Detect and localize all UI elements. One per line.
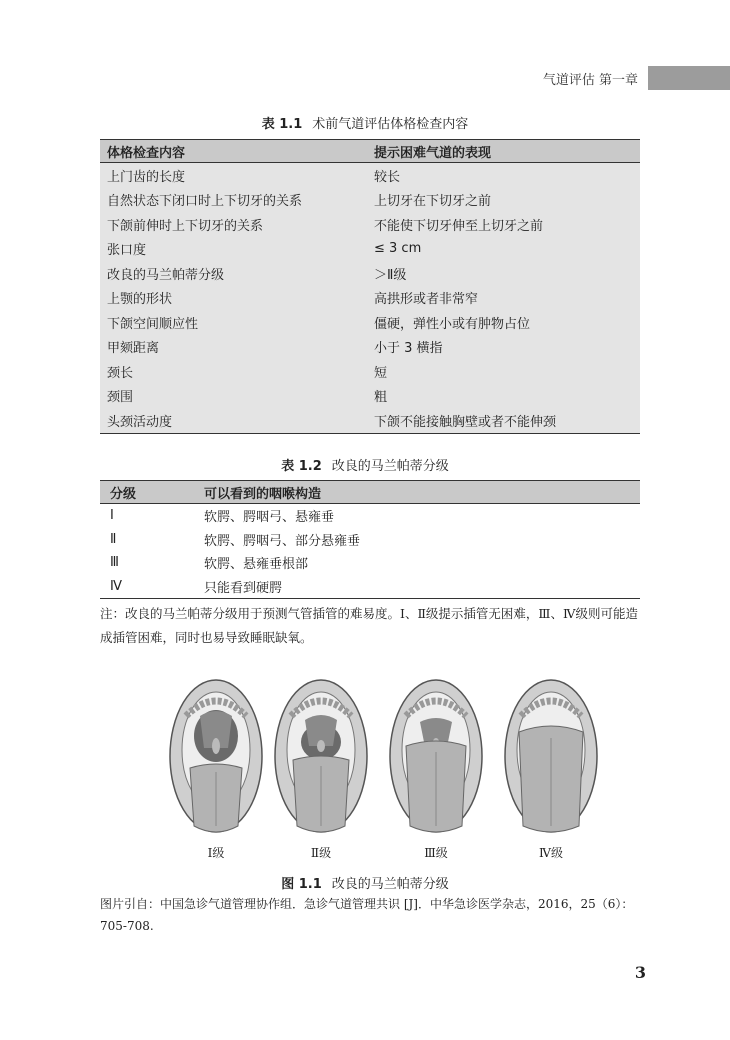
grade-2-label: Ⅱ级 bbox=[310, 846, 332, 860]
figure-number: 图 1.1 bbox=[281, 877, 322, 892]
mouth-illustration-grade-1 bbox=[168, 676, 264, 860]
table2-cell: 软腭、腭咽弓、悬雍垂 bbox=[204, 510, 335, 526]
mouth-illustration-grade-3 bbox=[388, 676, 484, 860]
table2-number: 表 1.2 bbox=[281, 459, 322, 474]
table2-cell: Ⅰ bbox=[110, 508, 114, 524]
grade-3-label: Ⅲ级 bbox=[424, 846, 448, 860]
table1-cell: 下颌不能接触胸壁或者不能伸颈 bbox=[374, 414, 557, 430]
running-head bbox=[0, 66, 730, 90]
table2-cell: 软腭、腭咽弓、部分悬雍垂 bbox=[204, 533, 361, 549]
table1-cell: 较长 bbox=[374, 169, 401, 185]
table1-caption bbox=[0, 113, 730, 132]
table1-header-sign: 提示困难气道的表现 bbox=[367, 140, 640, 163]
table-row bbox=[100, 528, 640, 552]
table1-cell: ≤ 3 cm bbox=[374, 241, 422, 257]
table1-cell: 高拱形或者非常窄 bbox=[374, 292, 479, 308]
mouth-illustration-grade-4 bbox=[503, 676, 599, 860]
table1-cell: 颈围 bbox=[107, 390, 134, 406]
table-row bbox=[100, 384, 640, 409]
table2 bbox=[100, 480, 640, 599]
table1-cell: 下颌空间顺应性 bbox=[107, 316, 199, 332]
table1-cell: 下颌前伸时上下切牙的关系 bbox=[107, 218, 264, 234]
table1-cell: 不能使下切牙伸至上切牙之前 bbox=[374, 218, 544, 234]
table2-note: 注：改良的马兰帕蒂分级用于预测气管插管的难易度。Ⅰ、Ⅱ级提示插管无困难，Ⅲ、Ⅳ级则可能造成插管困难，同时也易导致睡眠缺氧。 bbox=[100, 606, 638, 645]
table-row bbox=[100, 575, 640, 599]
table2-caption bbox=[0, 455, 730, 474]
table1-cell: 上门齿的长度 bbox=[107, 169, 186, 185]
mouth-illustration-grade-2 bbox=[273, 676, 369, 860]
table1-cell: 粗 bbox=[374, 390, 388, 406]
figure-title: 改良的马兰帕蒂分级 bbox=[331, 877, 449, 892]
table1-cell: 自然状态下闭口时上下切牙的关系 bbox=[107, 194, 303, 210]
table1-cell: 僵硬，弹性小或有肿物占位 bbox=[374, 316, 531, 332]
table1-cell: 小于 3 横指 bbox=[374, 341, 443, 357]
table2-header-structure: 可以看到的咽喉构造 bbox=[197, 481, 640, 504]
table2-cell: 软腭、悬雍垂根部 bbox=[204, 557, 309, 573]
table-row bbox=[100, 504, 640, 528]
table-row bbox=[100, 212, 640, 237]
table2-cell: Ⅲ bbox=[110, 555, 119, 571]
table2-header-grade: 分级 bbox=[100, 481, 197, 504]
table1-cell: 颈长 bbox=[107, 365, 134, 381]
table2-header-row bbox=[100, 481, 640, 504]
running-head-text: 气道评估 第一章 bbox=[542, 73, 638, 88]
grade-1-label: Ⅰ级 bbox=[207, 846, 225, 860]
table1-number: 表 1.1 bbox=[261, 117, 303, 132]
table-row bbox=[100, 408, 640, 433]
table2-cell: Ⅱ bbox=[110, 531, 117, 547]
table-row bbox=[100, 335, 640, 360]
table1-header-exam: 体格检查内容 bbox=[100, 140, 367, 163]
page-number: 3 bbox=[634, 963, 646, 982]
table1-cell: ＞Ⅱ级 bbox=[374, 267, 407, 283]
table1-title: 术前气道评估体格检查内容 bbox=[312, 117, 469, 132]
table1-cell: 甲颏距离 bbox=[107, 341, 160, 357]
table-row bbox=[100, 359, 640, 384]
table1-cell: 张口度 bbox=[107, 243, 147, 259]
table-row bbox=[100, 237, 640, 262]
table1-cell: 头颈活动度 bbox=[107, 414, 173, 430]
figure-caption bbox=[0, 873, 730, 892]
table1-cell: 短 bbox=[374, 365, 388, 381]
table-row bbox=[100, 286, 640, 311]
table1-header-row bbox=[100, 140, 640, 163]
table2-cell: 只能看到硬腭 bbox=[204, 580, 283, 596]
running-head-bar bbox=[648, 66, 730, 90]
table-row bbox=[100, 163, 640, 188]
table1-cell: 上切牙在下切牙之前 bbox=[374, 194, 492, 210]
table1 bbox=[100, 139, 640, 434]
figure-citation: 图片引自：中国急诊气道管理协作组．急诊气道管理共识 [J]．中华急诊医学杂志，2016，25（6）：705-708. bbox=[100, 897, 634, 933]
mallampati-figure bbox=[168, 676, 578, 866]
table1-cell: 改良的马兰帕蒂分级 bbox=[107, 267, 225, 283]
table1-cell: 上颚的形状 bbox=[107, 292, 173, 308]
table-row bbox=[100, 188, 640, 213]
table2-title: 改良的马兰帕蒂分级 bbox=[331, 459, 449, 474]
table2-cell: Ⅳ bbox=[110, 578, 122, 594]
grade-4-label: Ⅳ级 bbox=[539, 846, 563, 860]
table-row bbox=[100, 551, 640, 575]
table-row bbox=[100, 310, 640, 335]
table-row bbox=[100, 261, 640, 286]
